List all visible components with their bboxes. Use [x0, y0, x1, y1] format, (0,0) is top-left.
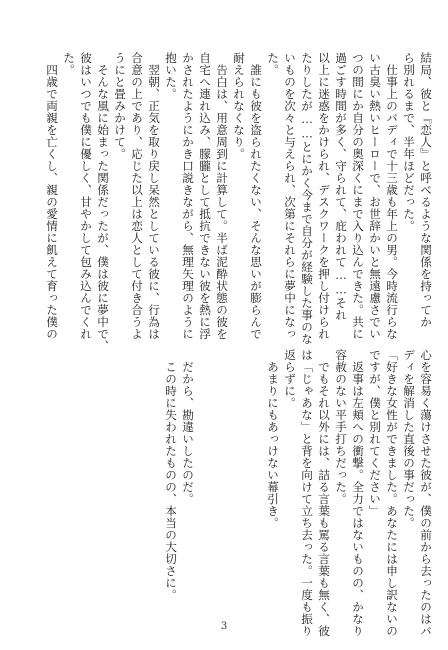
text-line: 仕事上のバディで十三歳も年上の男。今時流行らな — [385, 52, 399, 340]
text-line: 彼はいつでも僕に優しく、甘やかして包み込んでくれ — [79, 52, 93, 340]
text-line: 過ごす時間が多く、守られて、庇われて……それ — [334, 52, 348, 321]
text-line: た。 — [266, 52, 280, 76]
text-line: ですが、僕と別れてください」 — [368, 349, 382, 517]
text-line: 誰にも彼を盗られたくない、そんな思いが膨らんで — [249, 52, 263, 340]
text-line: 翌朝、正気を取り戻し呆然としている彼に、行為は — [147, 52, 161, 340]
text-line: かされたようにかき口説きながら、無理矢理のように — [181, 52, 195, 340]
text-line: た。 — [62, 52, 76, 76]
text-line: つの間にか自分の奥深くにまで入り込んできた。共に — [351, 52, 365, 340]
text-line: そんな風に始まった関係だったが、僕は彼に夢中で、 — [96, 52, 110, 352]
text-line: でもそれ以外には、詰る言葉も罵る言葉も無く、彼 — [317, 349, 331, 637]
text-line: あまりにもあっけない幕引き。 — [266, 349, 280, 529]
text-line: 心を容易く蕩けさせた彼が、僕の前から去ったのはバ — [419, 349, 433, 637]
text-line: 抱いた。 — [164, 52, 178, 100]
text-line: 合意の上であり、応じた以上は恋人として付き合うよ — [130, 52, 144, 340]
text-line: ら別れるまで、半年ほどだった。 — [402, 52, 416, 232]
text-line: うにと畳みかけて。 — [113, 52, 127, 160]
text-line: 容赦のない平手打ちだった。 — [334, 349, 348, 505]
text-line: いものを次々と与えられ、次第にそれらに夢中になっ — [283, 52, 297, 340]
text-line — [247, 349, 264, 594]
text-line: 返事は左頬への衝撃。全力ではないものの、かなり — [351, 349, 365, 637]
text-line: は「じゃあな」と背を向けて立ち去った。一度も振り — [300, 349, 314, 637]
text-line: だから、勘違いしたのだ。 — [181, 349, 195, 505]
text-line: 耐えられなくなり。 — [232, 52, 246, 160]
page-number: 3 — [220, 621, 228, 632]
text-line: い古臭い熱いヒーローで、お世辞かいと無遠慮さでい — [368, 52, 382, 340]
text-line: 以上に迷惑をかけられ、デスクワークを押し付けられ — [317, 52, 331, 340]
text-line: この時に失われたものの、本当の大切さに。 — [164, 349, 178, 601]
text-line: 「好きな女性ができました。あなたには申し訳ないの — [385, 349, 399, 637]
text-line: 告白は、用意周到に計算して。半ば泥酔状態の彼を — [215, 52, 229, 340]
top-text-block — [43, 52, 434, 352]
text-line: 結局、彼と『恋人』と呼べるような関係を持ってか — [419, 52, 433, 328]
text-line: ディを解消した直後の事だった。 — [402, 349, 416, 529]
text-line — [213, 349, 230, 594]
text-line — [196, 349, 213, 594]
bottom-text-block — [162, 349, 434, 637]
text-line: 自宅へ連れ込み、朦朧として抵抗できない彼を熱に浮 — [198, 52, 212, 340]
text-line: たりしたが……とにかく今まで自分が経験した事のな — [300, 52, 314, 345]
text-line: 返らずに。 — [283, 349, 297, 409]
text-line: 四歳で両親を亡くし、親の愛情に飢えて育った僕の — [45, 52, 59, 340]
text-line — [230, 349, 247, 594]
